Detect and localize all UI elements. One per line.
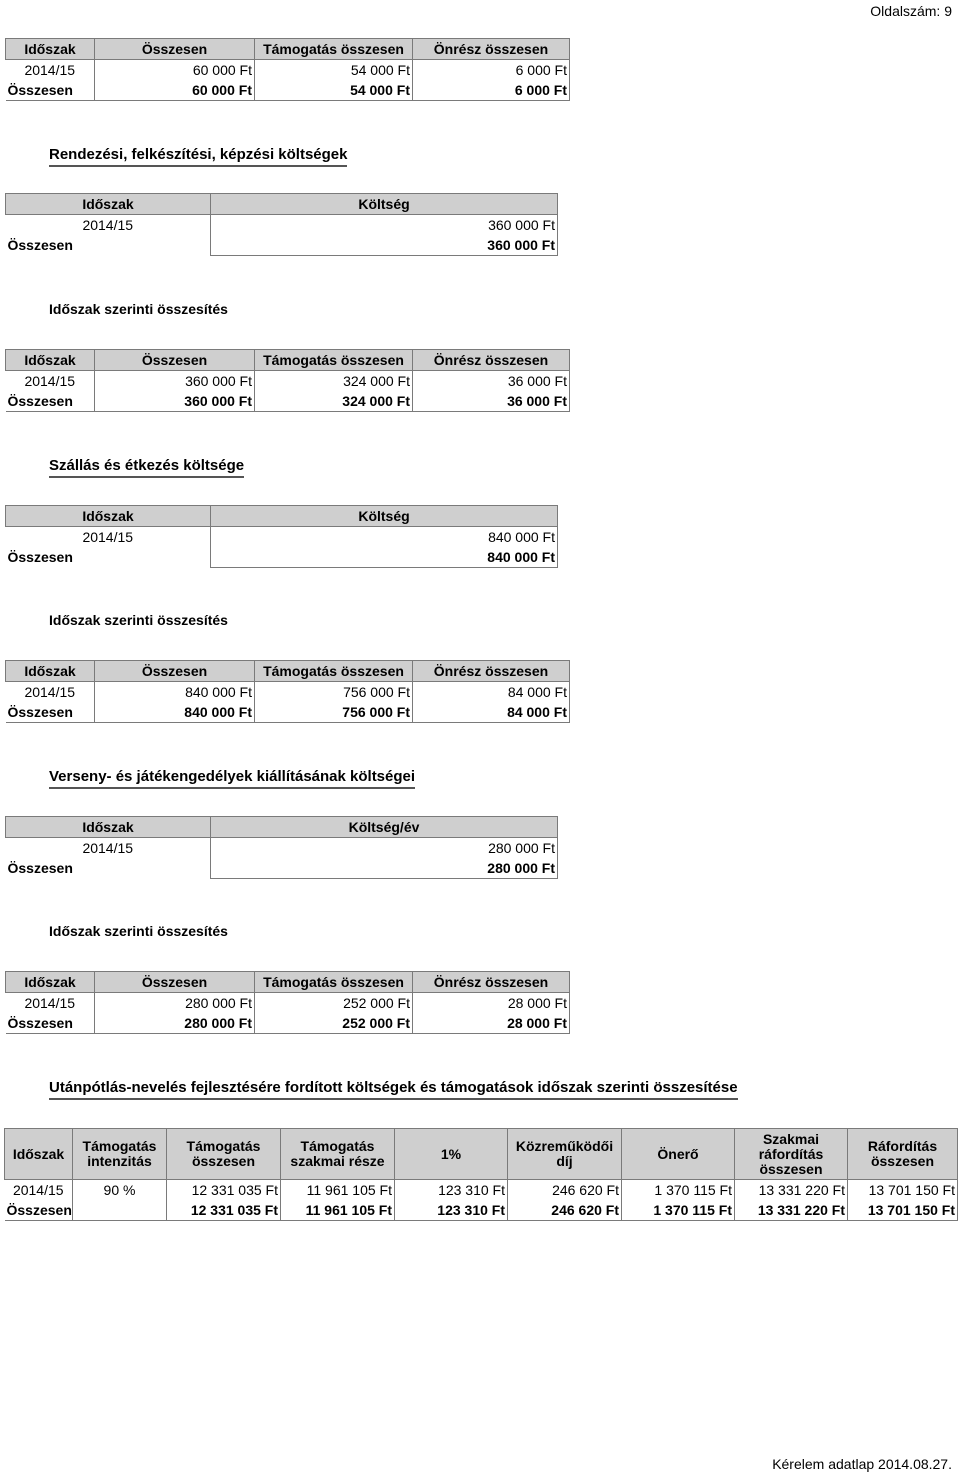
column-header: Időszak [6,39,95,60]
table-header-row [6,506,558,527]
final-section-title: Utánpótlás-nevelés fejlesztésére fordított költségek és támogatások időszak szerinti összesítése [49,1079,738,1100]
column-header: Költség [211,194,558,215]
column-header: Önrész összesen [413,39,570,60]
own-share-cell: 6 000 Ft [413,80,570,101]
period-cell: 2014/15 [82,529,134,545]
period-cell: 2014/15 [82,840,134,856]
column-header: Önrész összesen [413,350,570,371]
own-share-cell: 84 000 Ft [413,702,570,723]
cost-table [5,816,558,879]
page-number: Oldalszám: 9 [870,3,952,19]
top-summary-block [5,38,570,101]
column-header: Támogatás szakmai része [281,1129,395,1180]
column-header: Költség [211,506,558,527]
table-row [6,215,558,236]
table-header-row [6,39,570,60]
table-header-row [6,194,558,215]
table-row [6,993,570,1014]
period-cell: 2014/15 [6,60,95,81]
column-header: Támogatás összesen [255,350,413,371]
total-label: Összesen [6,702,95,723]
own-share-cell: 84 000 Ft [413,682,570,703]
total-label: Összesen [7,549,73,566]
own-contribution-cell: 1 370 115 Ft [622,1180,735,1201]
table-row [5,1180,958,1201]
total-cell: 840 000 Ft [95,682,255,703]
table-total-row [6,80,570,101]
column-header: Időszak [6,817,211,838]
column-header: Időszak [6,506,211,527]
intensity-cell [73,1200,167,1221]
intermediary-fee-cell: 246 620 Ft [508,1200,622,1221]
professional-expense-cell: 13 331 220 Ft [735,1180,848,1201]
cost-cell: 280 000 Ft [211,858,558,879]
own-share-cell: 36 000 Ft [413,391,570,412]
summary-table [5,349,570,412]
cost-table [5,193,558,256]
support-cell: 324 000 Ft [255,391,413,412]
own-share-cell: 6 000 Ft [413,60,570,81]
column-header: Időszak [6,661,95,682]
column-header: Támogatás összesen [167,1129,281,1180]
support-cell: 54 000 Ft [255,60,413,81]
final-block [4,1128,958,1221]
column-header: Támogatás összesen [255,661,413,682]
cost-cell: 280 000 Ft [211,838,558,859]
support-cell: 54 000 Ft [255,80,413,101]
summary-block [5,971,570,1034]
table-row [6,527,558,548]
column-header: Összesen [95,661,255,682]
column-header: Időszak [6,350,95,371]
summary-table [5,971,570,1034]
period-cell: 2014/15 [6,993,95,1014]
summary-table [5,660,570,723]
table-total-row [6,547,558,568]
support-professional-cell: 11 961 105 Ft [281,1180,395,1201]
column-header: Összesen [95,350,255,371]
own-share-cell: 36 000 Ft [413,371,570,392]
one-percent-cell: 123 310 Ft [395,1180,508,1201]
column-header: Támogatás intenzitás [73,1129,167,1180]
summary-block [5,349,570,412]
column-header: 1% [395,1129,508,1180]
own-share-cell: 28 000 Ft [413,993,570,1014]
column-header: Szakmai ráfordítás összesen [735,1129,848,1180]
support-cell: 252 000 Ft [255,1013,413,1034]
column-header: Támogatás összesen [255,972,413,993]
total-label: Összesen [7,860,73,877]
one-percent-cell: 123 310 Ft [395,1200,508,1221]
cost-cell: 360 000 Ft [211,235,558,256]
column-header: Összesen [95,39,255,60]
expense-total-cell: 13 701 150 Ft [848,1180,958,1201]
section-title: Szállás és étkezés költsége [49,457,244,478]
column-header: Időszak [5,1129,73,1180]
column-header: Költség/év [211,817,558,838]
intensity-cell: 90 % [73,1180,167,1201]
section-title: Rendezési, felkészítési, képzési költségek [49,146,347,167]
total-label: Összesen [5,1200,73,1221]
total-cell: 280 000 Ft [95,993,255,1014]
table-total-row [5,1200,958,1221]
sub-title: Időszak szerinti összesítés [49,612,228,628]
column-header: Önrész összesen [413,661,570,682]
table-header-row [6,661,570,682]
table-row [6,60,570,81]
column-header: Ráfordítás összesen [848,1129,958,1180]
total-cell: 840 000 Ft [95,702,255,723]
table-total-row [6,235,558,256]
cost-cell: 360 000 Ft [211,215,558,236]
total-cell: 360 000 Ft [95,371,255,392]
column-header: Önerő [622,1129,735,1180]
total-cell: 60 000 Ft [95,80,255,101]
table-header-row [6,817,558,838]
total-label: Összesen [6,80,95,101]
total-label: Összesen [7,237,73,254]
column-header: Összesen [95,972,255,993]
column-header: Időszak [6,972,95,993]
support-cell: 324 000 Ft [255,371,413,392]
cost-cell: 840 000 Ft [211,547,558,568]
period-cell: 2014/15 [5,1180,73,1201]
support-cell: 756 000 Ft [255,682,413,703]
cost-table [5,505,558,568]
period-cell: 2014/15 [6,682,95,703]
column-header: Közreműködői díj [508,1129,622,1180]
cost-block [5,193,558,256]
table-total-row [6,391,570,412]
table-total-row [6,858,558,879]
table-row [6,838,558,859]
support-total-cell: 12 331 035 Ft [167,1180,281,1201]
expense-total-cell: 13 701 150 Ft [848,1200,958,1221]
table-header-row [6,350,570,371]
table-header-row [5,1129,958,1180]
period-cell: 2014/15 [82,217,134,233]
summary-block [5,660,570,723]
total-cell: 360 000 Ft [95,391,255,412]
table-total-row [6,1013,570,1034]
final-summary-table [4,1128,958,1221]
table-header-row [6,972,570,993]
footer-text: Kérelem adatlap 2014.08.27. [772,1456,952,1472]
cost-cell: 840 000 Ft [211,527,558,548]
column-header: Támogatás összesen [255,39,413,60]
column-header: Időszak [6,194,211,215]
support-professional-cell: 11 961 105 Ft [281,1200,395,1221]
top-summary-table [5,38,570,101]
table-row [6,371,570,392]
cost-block [5,505,558,568]
sub-title: Időszak szerinti összesítés [49,301,228,317]
table-row [6,682,570,703]
column-header: Önrész összesen [413,972,570,993]
total-cell: 280 000 Ft [95,1013,255,1034]
support-total-cell: 12 331 035 Ft [167,1200,281,1221]
own-share-cell: 28 000 Ft [413,1013,570,1034]
own-contribution-cell: 1 370 115 Ft [622,1200,735,1221]
professional-expense-cell: 13 331 220 Ft [735,1200,848,1221]
section-title: Verseny- és játékengedélyek kiállításának költségei [49,768,415,789]
cost-block [5,816,558,879]
table-total-row [6,702,570,723]
support-cell: 756 000 Ft [255,702,413,723]
total-cell: 60 000 Ft [95,60,255,81]
support-cell: 252 000 Ft [255,993,413,1014]
period-cell: 2014/15 [6,371,95,392]
total-label: Összesen [6,391,95,412]
total-label: Összesen [6,1013,95,1034]
sub-title: Időszak szerinti összesítés [49,923,228,939]
intermediary-fee-cell: 246 620 Ft [508,1180,622,1201]
